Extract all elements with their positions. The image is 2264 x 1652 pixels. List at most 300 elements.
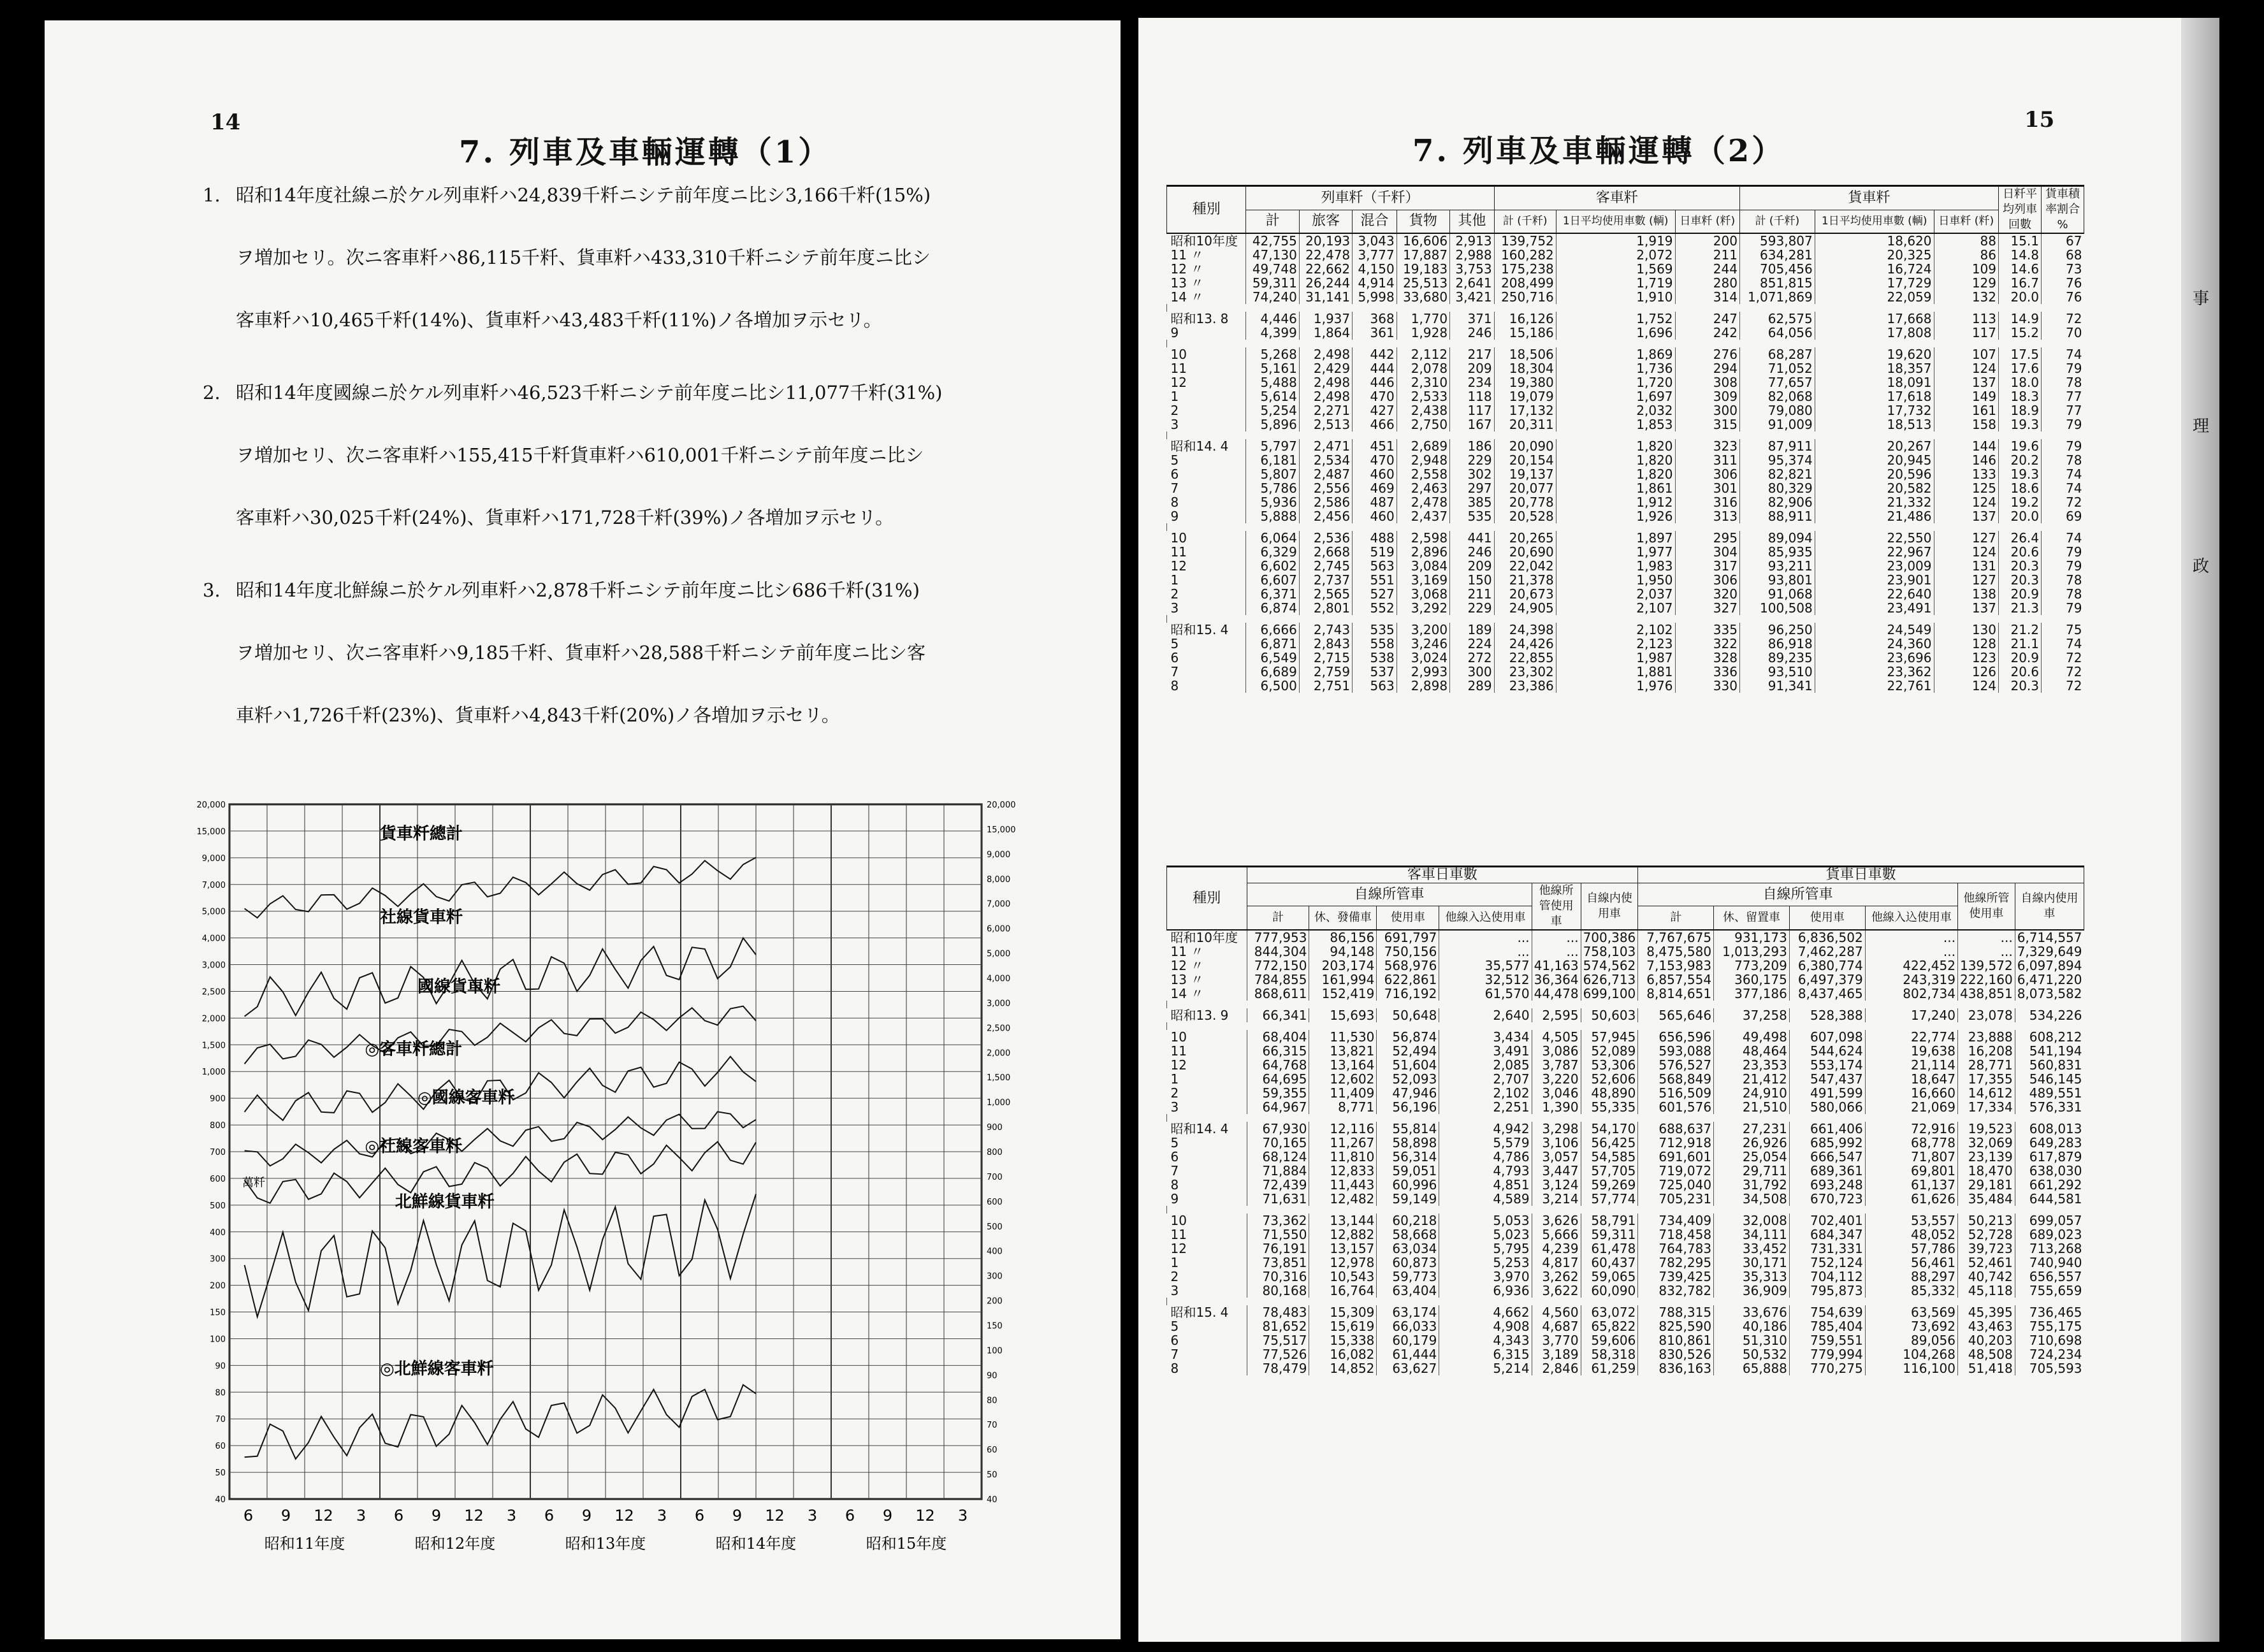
table-cell: 2,737 [1299, 573, 1352, 587]
t1-train-col-header: 混合 [1353, 210, 1397, 233]
table-row [1167, 1192, 2084, 1206]
table-cell: 22,059 [1815, 290, 1934, 304]
series-label: 國線貨車粁 [417, 977, 501, 997]
table-cell: 593,088 [1638, 1044, 1714, 1058]
table-row [1167, 1086, 2084, 1100]
table-cell: 48,052 [1865, 1228, 1957, 1242]
table-cell: 3,024 [1397, 651, 1449, 665]
table-row [1167, 1361, 2084, 1375]
row-label: 3 [1170, 600, 1179, 616]
y-tick-label-left: 100 [210, 1335, 226, 1345]
table-cell: 4,908 [1439, 1319, 1532, 1333]
table-cell: 26.4 [1999, 531, 2042, 545]
table-cell: 444 [1353, 361, 1397, 375]
table-cell: 1,987 [1556, 651, 1675, 665]
table-cell: 323 [1675, 439, 1739, 453]
table-cell: 438,851 [1957, 987, 2015, 1001]
table-cell: 57,945 [1581, 1030, 1638, 1044]
table-cell: 93,211 [1739, 559, 1815, 573]
table-cell: 4,817 [1532, 1256, 1581, 1270]
table-cell: 124 [1934, 545, 1999, 559]
table-cell: 3,777 [1353, 248, 1397, 262]
table-cell: 2,993 [1397, 665, 1449, 679]
table-cell: 2,751 [1299, 679, 1352, 693]
table-cell: 736,465 [2015, 1305, 2084, 1319]
x-tick-label: 12 [464, 1507, 484, 1525]
table-cell: 6,871 [1246, 637, 1299, 651]
table-cell: 47,946 [1377, 1086, 1439, 1100]
table-cell: 779,994 [1789, 1347, 1865, 1361]
table-cell: 1,919 [1556, 233, 1675, 248]
row-label: 2 [1170, 1085, 1179, 1101]
table-cell: 7,767,675 [1638, 930, 1714, 945]
table-cell: 2,759 [1299, 665, 1352, 679]
table-cell: 85,332 [1865, 1284, 1957, 1298]
table-cell: 127 [1934, 573, 1999, 587]
table-cell: 243,319 [1865, 973, 1957, 987]
t2-row-label-header: 種別 [1167, 867, 1247, 931]
table-row [1167, 1008, 2084, 1022]
table-cell: 58,668 [1377, 1228, 1439, 1242]
table-cell: 568,976 [1377, 959, 1439, 973]
table-cell: 19,380 [1494, 375, 1556, 389]
table-cell: 3,200 [1397, 623, 1449, 637]
table-cell: 19,183 [1397, 262, 1449, 276]
table-cell: 931,173 [1714, 930, 1790, 945]
table-row [1167, 1122, 2084, 1136]
table-cell: 5,795 [1439, 1242, 1532, 1256]
y-tick-label-left: 5,000 [201, 907, 226, 917]
table-cell: 17,732 [1815, 403, 1934, 417]
table-cell: 1,976 [1556, 679, 1675, 693]
table-cell: 1,697 [1556, 389, 1675, 403]
table-cell: 100,508 [1739, 601, 1815, 615]
row-label: 11 [1170, 544, 1187, 560]
table-cell: 43,463 [1957, 1319, 2015, 1333]
t2-fr-col-header: 使用車 [1789, 906, 1865, 930]
table-cell: 466 [1353, 417, 1397, 431]
y-tick-label-right: 15,000 [987, 825, 1016, 835]
t2-pass-col-header: 計 [1247, 906, 1309, 930]
table-cell: 20,193 [1299, 233, 1352, 248]
table-row [1167, 987, 2084, 1001]
t1-pass-col-header: 計 (千粁) [1494, 210, 1556, 233]
table-cell: 16,208 [1957, 1044, 2015, 1058]
table-cell: 186 [1450, 439, 1495, 453]
table-cell: 734,409 [1638, 1214, 1714, 1228]
table-cell: 593,807 [1739, 233, 1815, 248]
table-cell: 608,013 [2015, 1122, 2084, 1136]
table-cell: 17,729 [1815, 276, 1934, 290]
table-cell: 4,942 [1439, 1122, 1532, 1136]
table-cell: 18.0 [1999, 375, 2042, 389]
table-cell: 96,250 [1739, 623, 1815, 637]
table-cell: 17.5 [1999, 347, 2042, 361]
table-cell: 53,306 [1581, 1058, 1638, 1072]
table-cell: 244 [1675, 262, 1739, 276]
table-cell: 242 [1675, 326, 1739, 340]
table-cell: 4,399 [1246, 326, 1299, 340]
table-cell: 5,786 [1246, 481, 1299, 495]
table-cell: 3,068 [1397, 587, 1449, 601]
table-cell: 2,078 [1397, 361, 1449, 375]
row-label: 昭和14. 4 [1170, 438, 1229, 454]
table-cell: 371 [1450, 312, 1495, 326]
t2-pass-col-header: 使用車 [1377, 906, 1439, 930]
paragraph-1 [203, 184, 931, 331]
table-cell: 5,214 [1439, 1361, 1532, 1375]
table-cell: 832,782 [1638, 1284, 1714, 1298]
table-cell: 6,607 [1246, 573, 1299, 587]
table-cell: 574,562 [1581, 959, 1638, 973]
table-cell: 1,569 [1556, 262, 1675, 276]
table-cell: 211 [1675, 248, 1739, 262]
t1-pass-col-header: 日車粁 (粁) [1675, 210, 1739, 233]
table-cell: 691,797 [1377, 930, 1439, 945]
table-cell: 22,042 [1494, 559, 1556, 573]
table-cell: 12,833 [1309, 1164, 1377, 1178]
table-cell: 810,861 [1638, 1333, 1714, 1347]
table-cell: 1,390 [1532, 1100, 1581, 1114]
table-cell: 56,874 [1377, 1030, 1439, 1044]
table-cell: 527 [1353, 587, 1397, 601]
table-cell: 689,023 [2015, 1228, 2084, 1242]
table-cell: 64,967 [1247, 1100, 1309, 1114]
table-cell: 6,497,379 [1789, 973, 1865, 987]
row-label: 9 [1170, 325, 1179, 340]
y-tick-label-right: 50 [987, 1470, 998, 1481]
table-cell: 718,458 [1638, 1228, 1714, 1242]
table-cell: 20,582 [1815, 481, 1934, 495]
table-cell: 47,130 [1246, 248, 1299, 262]
x-tick-label: 3 [807, 1507, 818, 1525]
table-cell: 446 [1353, 375, 1397, 389]
table-cell: 78 [2042, 453, 2084, 467]
table-row [1167, 1228, 2084, 1242]
table-cell: 234 [1450, 375, 1495, 389]
table-cell: 1,720 [1556, 375, 1675, 389]
table-cell: 14.8 [1999, 248, 2042, 262]
table-cell: 670,723 [1789, 1192, 1865, 1206]
table-row [1167, 248, 2084, 262]
row-label: 2 [1170, 586, 1179, 602]
y-tick-label-right: 9,000 [987, 850, 1011, 860]
table-cell: ... [1865, 930, 1957, 945]
row-label: 6 [1170, 1149, 1179, 1164]
table-cell: 460 [1353, 467, 1397, 481]
table-cell: 2,743 [1299, 623, 1352, 637]
table-cell: 8,437,465 [1789, 987, 1865, 1001]
table-cell: 11,267 [1309, 1136, 1377, 1150]
table-cell: 460 [1353, 509, 1397, 523]
table-cell: 246 [1450, 545, 1495, 559]
table-cell: 16,764 [1309, 1284, 1377, 1298]
table-cell: 4,662 [1439, 1305, 1532, 1319]
row-label: 13 〃 [1170, 972, 1204, 987]
table-cell: 3,057 [1532, 1150, 1581, 1164]
table-cell: 23,386 [1494, 679, 1556, 693]
paragraph-3-line-3: 車粁ハ1,726千粁(23%)、貨車粁ハ4,843千粁(20%)ノ各増加ヲ示セリ。 [236, 704, 840, 726]
table-cell: 79 [2042, 361, 2084, 375]
table-cell: 60,437 [1581, 1256, 1638, 1270]
table-cell: 130 [1934, 623, 1999, 637]
table-cell: 2,251 [1439, 1100, 1532, 1114]
y-tick-label-right: 3,000 [987, 999, 1011, 1009]
table-cell: 851,815 [1739, 276, 1815, 290]
table-cell: 661,406 [1789, 1122, 1865, 1136]
table-row [1167, 1150, 2084, 1164]
table-row [1167, 1030, 2084, 1044]
table-cell: 35,313 [1714, 1270, 1790, 1284]
table-cell: 360,175 [1714, 973, 1790, 987]
t2-pass-own-header: 自線内使用車 [1581, 883, 1638, 931]
table-cell: 40,742 [1957, 1270, 2015, 1284]
table-cell: 20.9 [1999, 651, 2042, 665]
table-cell: 17,132 [1494, 403, 1556, 417]
table-cell: 702,401 [1789, 1214, 1865, 1228]
row-label: 10 [1170, 1213, 1187, 1228]
x-tick-label: 12 [614, 1507, 634, 1525]
table-cell: 2,310 [1397, 375, 1449, 389]
table-cell: 1,864 [1299, 326, 1352, 340]
table-cell: 691,601 [1638, 1150, 1714, 1164]
table-cell: 534,226 [2015, 1008, 2084, 1022]
table-cell: 89,094 [1739, 531, 1815, 545]
table-cell: 825,590 [1638, 1319, 1714, 1333]
table-cell: 2,471 [1299, 439, 1352, 453]
y-tick-label-left: 40 [215, 1495, 226, 1505]
row-label: 昭和13. 9 [1170, 1008, 1229, 1023]
table-cell: 30,171 [1714, 1256, 1790, 1270]
table-cell: 3,753 [1450, 262, 1495, 276]
row-label: 11 〃 [1170, 944, 1204, 959]
row-label: 9 [1170, 1191, 1179, 1206]
table-row [1167, 665, 2084, 679]
row-label: 1 [1170, 1255, 1179, 1270]
x-year-label: 昭和14年度 [715, 1535, 797, 1553]
table-cell: 3,421 [1450, 290, 1495, 304]
table-cell: 24,398 [1494, 623, 1556, 637]
table-cell: 2,463 [1397, 481, 1449, 495]
table-row [1167, 945, 2084, 959]
table-cell: 1,977 [1556, 545, 1675, 559]
table-cell: 158 [1934, 417, 1999, 431]
row-label: 昭和13. 8 [1170, 311, 1229, 326]
table-cell: 39,723 [1957, 1242, 2015, 1256]
table-cell: 684,347 [1789, 1228, 1865, 1242]
table-cell: 752,124 [1789, 1256, 1865, 1270]
table-cell: 3,046 [1532, 1086, 1581, 1100]
table-cell: 50,648 [1377, 1008, 1439, 1022]
x-tick-label: 9 [581, 1507, 592, 1525]
table-cell: 608,212 [2015, 1030, 2084, 1044]
table-cell: 784,855 [1247, 973, 1309, 987]
table-cell: 14.9 [1999, 312, 2042, 326]
t2-fr-col-header: 他線入込使用車 [1865, 906, 1957, 930]
table-cell: 20.9 [1999, 587, 2042, 601]
table-cell: 139,572 [1957, 959, 2015, 973]
table-cell: 11,810 [1309, 1150, 1377, 1164]
table-cell: 3,298 [1532, 1122, 1581, 1136]
table-cell: 4,446 [1246, 312, 1299, 326]
table-cell: 20,311 [1494, 417, 1556, 431]
table-cell: 320 [1675, 587, 1739, 601]
row-label: 5 [1170, 1135, 1179, 1150]
paragraph-3-line-2: ヲ増加セリ、次ニ客車粁ハ9,185千粁、貨車粁ハ28,588千粁ニシテ前年度ニ比シ客 [236, 642, 926, 663]
table-cell: 203,174 [1309, 959, 1377, 973]
t1-train-col-header: 旅客 [1299, 210, 1352, 233]
table-cell: 54,170 [1581, 1122, 1638, 1136]
table-cell: 12,882 [1309, 1228, 1377, 1242]
table-cell: 175,238 [1494, 262, 1556, 276]
table-cell: 20,267 [1815, 439, 1934, 453]
table-cell: 336 [1675, 665, 1739, 679]
table-cell: 1,861 [1556, 481, 1675, 495]
table-cell: 209 [1450, 361, 1495, 375]
table-cell: 560,831 [2015, 1058, 2084, 1072]
table-cell: 1,770 [1397, 312, 1449, 326]
table-cell: 719,072 [1638, 1164, 1714, 1178]
table-cell: 59,311 [1246, 276, 1299, 290]
y-tick-label-left: 400 [210, 1228, 226, 1238]
table-cell: 24,426 [1494, 637, 1556, 651]
table-cell: 2,595 [1532, 1008, 1581, 1022]
table-cell: 20.3 [1999, 559, 2042, 573]
table-cell: 5,053 [1439, 1214, 1532, 1228]
table-cell: 754,639 [1789, 1305, 1865, 1319]
y-tick-label-right: 70 [987, 1421, 998, 1431]
table-row [1167, 495, 2084, 509]
table-cell: 868,611 [1247, 987, 1309, 1001]
table-cell: 23,696 [1815, 651, 1934, 665]
table-cell: 568,849 [1638, 1072, 1714, 1086]
table-cell: ... [1865, 945, 1957, 959]
table-cell: 61,137 [1865, 1178, 1957, 1192]
table-cell: 2,102 [1439, 1086, 1532, 1100]
table-cell: 2,072 [1556, 248, 1675, 262]
table-cell: 731,331 [1789, 1242, 1865, 1256]
table-cell: 21,114 [1865, 1058, 1957, 1072]
table-cell: 124 [1934, 679, 1999, 693]
table-cell: 107 [1934, 347, 1999, 361]
table-cell: 52,089 [1581, 1044, 1638, 1058]
t2-pass-sub-header: 自線所管車 [1247, 883, 1532, 906]
table-cell: 2,598 [1397, 531, 1449, 545]
table-cell: 18,506 [1494, 347, 1556, 361]
table-cell: 59,065 [1581, 1270, 1638, 1284]
table-cell: 20.3 [1999, 679, 2042, 693]
table-cell: 3,189 [1532, 1347, 1581, 1361]
table-cell: 86,156 [1309, 930, 1377, 945]
table-cell: 2,032 [1556, 403, 1675, 417]
table-cell: 18,470 [1957, 1164, 2015, 1178]
table-cell: 2,715 [1299, 651, 1352, 665]
row-label: 11 [1170, 361, 1187, 376]
table-cell: 314 [1675, 290, 1739, 304]
y-tick-label-left: 4,000 [201, 934, 226, 944]
table-cell: 129 [1934, 276, 1999, 290]
table-cell: 17,618 [1815, 389, 1934, 403]
table-cell: 59,149 [1377, 1192, 1439, 1206]
table-cell: 294 [1675, 361, 1739, 375]
table-cell: 705,231 [1638, 1192, 1714, 1206]
table-cell: 93,801 [1739, 573, 1815, 587]
table-cell: 304 [1675, 545, 1739, 559]
table-cell: 2,843 [1299, 637, 1352, 651]
series-line [245, 1006, 756, 1064]
x-year-label: 昭和15年度 [866, 1535, 947, 1553]
row-label: 昭和14. 4 [1170, 1121, 1229, 1136]
table-cell: 132 [1934, 290, 1999, 304]
paragraph-1-line-2: ヲ増加セリ。次ニ客車粁ハ86,115千粁、貨車粁ハ433,310千粁ニシテ前年度ニ比シ [236, 247, 931, 268]
table-row [1167, 361, 2084, 375]
paragraph-2-line-3: 客車粁ハ30,025千粁(24%)、貨車粁ハ171,728千粁(39%)ノ各増加ヲ示セリ。 [236, 507, 894, 528]
row-label: 1 [1170, 389, 1179, 404]
table-cell: 74 [2042, 347, 2084, 361]
table-cell: 8,073,582 [2015, 987, 2084, 1001]
y-tick-label-right: 6,000 [987, 924, 1011, 934]
table-cell: 1,910 [1556, 290, 1675, 304]
table-row [1167, 1136, 2084, 1150]
table-row [1167, 1164, 2084, 1178]
table-row [1167, 573, 2084, 587]
table-cell: 66,341 [1247, 1008, 1309, 1022]
table-cell: 563 [1353, 559, 1397, 573]
t1-pass-col-header: 1日平均使用車數 (輌) [1556, 210, 1675, 233]
table-cell: 60,218 [1377, 1214, 1439, 1228]
table-cell: 2,534 [1299, 453, 1352, 467]
table-cell: 802,734 [1865, 987, 1957, 1001]
table-row [1167, 1214, 2084, 1228]
table-cell: 1,696 [1556, 326, 1675, 340]
table-cell: 2,478 [1397, 495, 1449, 509]
table-cell: 3,626 [1532, 1214, 1581, 1228]
table-cell: 26,926 [1714, 1136, 1790, 1150]
table-cell: 2,750 [1397, 417, 1449, 431]
row-gap [1167, 615, 2084, 623]
table-cell: 25,513 [1397, 276, 1449, 290]
table-cell: 60,996 [1377, 1178, 1439, 1192]
table-cell: 16,606 [1397, 233, 1449, 248]
y-tick-label-left: 600 [210, 1174, 226, 1184]
train-km-table [1166, 185, 2084, 693]
table-cell: 36,909 [1714, 1284, 1790, 1298]
x-tick-label: 6 [845, 1507, 855, 1525]
table-cell: 699,100 [1581, 987, 1638, 1001]
table-cell: 308 [1675, 375, 1739, 389]
table-cell: 137 [1934, 509, 1999, 523]
table-cell: 73,692 [1865, 1319, 1957, 1333]
side-char-3: 政 [2192, 557, 2209, 576]
paragraph-1-number: 1. [203, 184, 221, 206]
table-cell: 11,443 [1309, 1178, 1377, 1192]
table-cell: 23,353 [1714, 1058, 1790, 1072]
table-cell: 276 [1675, 347, 1739, 361]
table-cell: 4,150 [1353, 262, 1397, 276]
table-cell: 553,174 [1789, 1058, 1865, 1072]
table-row [1167, 559, 2084, 573]
table-cell: 85,935 [1739, 545, 1815, 559]
table-cell: 541,194 [2015, 1044, 2084, 1058]
table-cell: 71,550 [1247, 1228, 1309, 1242]
table-cell: 89,235 [1739, 651, 1815, 665]
table-cell: 1,983 [1556, 559, 1675, 573]
table-cell: 86,918 [1739, 637, 1815, 651]
table-cell: 795,873 [1789, 1284, 1865, 1298]
table-cell: 5,488 [1246, 375, 1299, 389]
table-cell: 19,638 [1865, 1044, 1957, 1058]
t2-fr-sub-header: 自線所管車 [1638, 883, 1958, 906]
